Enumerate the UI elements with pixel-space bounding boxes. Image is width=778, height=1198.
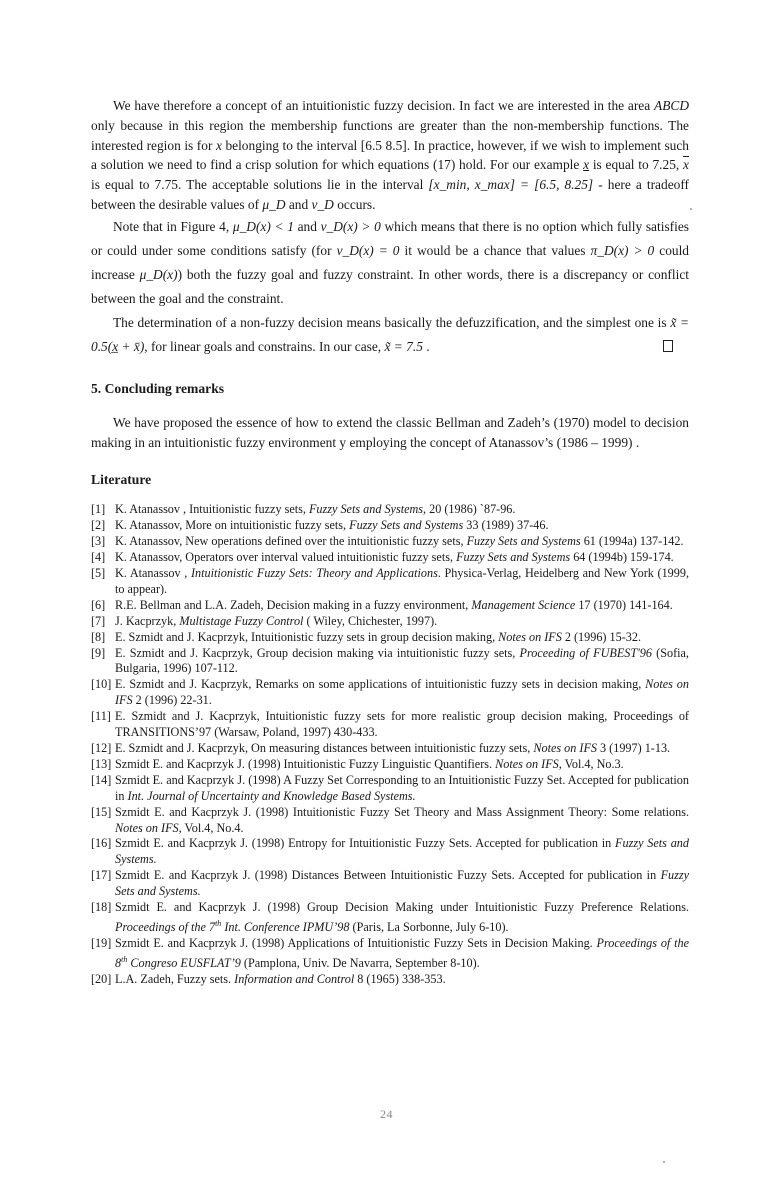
reference-source: Fuzzy Sets and Systems: [308, 502, 424, 517]
reference-number: [7]: [91, 613, 106, 628]
reference-item: [91, 972, 689, 988]
reference-number: [11]: [91, 709, 111, 724]
reference-item: [91, 598, 689, 614]
reference-source: Intuitionistic Fuzzy Sets: Theory and Applications: [190, 566, 438, 580]
reference-details: 33 (1989) 37-46.: [463, 518, 549, 533]
reference-details: . Physica-Verlag, Heidelberg and New York (1999, to appear).: [115, 566, 689, 596]
reference-number: [13]: [91, 756, 112, 771]
reference-item: [91, 805, 689, 837]
reference-details: 8 (1965) 338-353.: [354, 971, 446, 986]
qed-square-icon: [663, 340, 673, 352]
reference-details: 3 (1997) 1-13.: [596, 740, 671, 755]
reference-text: K. Atanassov, Operators over interval valued intuitionistic fuzzy sets,: [115, 550, 457, 565]
reference-number: [10]: [91, 677, 112, 692]
scan-speck: [663, 1161, 665, 1163]
section-heading-concluding-remarks: 5. Concluding remarks: [91, 380, 225, 396]
reference-source: Int. Journal of Uncertainty and Knowledge Based Systems.: [127, 788, 416, 803]
paragraph-decision-concept: We have therefore a concept of an intuitionistic fuzzy decision. In fact we are interested in the area ABCD only because in this region the membership functions are greater than the non-membership functions. The interested region is for x belonging to the interval [6.5 8.5]. In practice, however, if we wish to implement such a solution we need to find a crisp solution for which equations (17) hold. For our example x is equal to 7.25, $\overline{x}$ is equal to 7.75. The acceptable solutions lie in the interval [x_min, x_max] = [6.5, 8.25] - here a tradeoff between the desirable values of μ_D and ν_D occurs.: [91, 98, 690, 212]
scan-speck: [690, 208, 692, 210]
reference-details: (Pamplona, Univ. De Navarra, September 8-10).: [240, 955, 480, 970]
reference-text: L.A. Zadeh, Fuzzy sets.: [115, 971, 235, 986]
reference-item: [91, 936, 689, 972]
reference-text: E. Szmidt and J. Kacprzyk, Group decision making via intuitionistic fuzzy sets,: [115, 645, 520, 660]
reference-text: Szmidt E. and Kacprzyk J. (1998) Intuitionistic Fuzzy Set Theory and Mass Assignment Theory: Some relations.: [115, 804, 689, 819]
reference-item: [91, 757, 689, 773]
region-label: ABCD: [654, 98, 689, 113]
reference-details: (Sofia, Bulgaria, 1996) 107-112.: [115, 645, 689, 676]
reference-source: Fuzzy Sets and Systems.: [115, 868, 689, 899]
paragraph-defuzzification: The determination of a non-fuzzy decision means basically the defuzzification, and the simplest one is x̃ = 0.5(x̲ + x̄), for linear goals and constrains. In our case, x̃ = 7.5 .: [91, 314, 690, 354]
reference-details: 17 (1970) 141-164.: [575, 597, 673, 612]
reference-item: [91, 677, 689, 709]
reference-number: [20]: [91, 971, 112, 986]
reference-number: [18]: [91, 900, 112, 915]
reference-text: Szmidt E. and Kacprzyk J. (1998) Entropy for Intuitionistic Fuzzy Sets. Accepted for publication in: [115, 836, 616, 851]
reference-text: Szmidt E. and Kacprzyk J. (1998) Applications of Intuitionistic Fuzzy Sets in Decision Making.: [115, 935, 597, 950]
reference-text: E. Szmidt and J. Kacprzyk, On measuring distances between intuitionistic fuzzy sets,: [115, 740, 534, 755]
reference-item: [91, 534, 689, 550]
reference-source: Fuzzy Sets and Systems: [466, 534, 581, 549]
reference-source: Proceedings of the 7: [115, 920, 216, 934]
page-number: 24: [380, 1107, 393, 1121]
reference-source: Notes on IFS: [495, 756, 559, 771]
reference-number: [6]: [91, 597, 106, 612]
reference-number: [14]: [91, 772, 112, 787]
reference-source: Int. Conference IPMU’98: [221, 920, 350, 934]
reference-source: Notes on IFS: [533, 740, 597, 755]
reference-source: Notes on IFS: [115, 820, 179, 835]
reference-text: Szmidt E. and Kacprzyk J. (1998) Distances Between Intuitionistic Fuzzy Sets. Accepted for publication in: [115, 868, 661, 883]
reference-text: K. Atanassov , Intuitionistic fuzzy sets,: [115, 502, 309, 517]
reference-item: [91, 614, 689, 630]
reference-item: [91, 900, 689, 936]
x-lower-symbol: x: [583, 157, 590, 173]
reference-item: [91, 741, 689, 757]
reference-source: Proceedings of the 8: [115, 935, 690, 970]
reference-number: [2]: [91, 518, 106, 533]
reference-details: , Vol.4, No.4.: [178, 820, 244, 835]
interval-formula: [x_min, x_max] = [6.5, 8.25]: [428, 177, 594, 193]
section-heading-literature: Literature: [91, 472, 152, 488]
reference-number: [15]: [91, 804, 112, 819]
reference-item: [91, 502, 689, 518]
x-upper-symbol: $\overline{x}$: [683, 157, 689, 173]
reference-details: , Vol.4, No.3.: [558, 756, 624, 771]
reference-number: [5]: [91, 566, 106, 580]
reference-source: Notes on IFS: [115, 677, 689, 708]
ordinal-superscript: th: [121, 954, 128, 964]
reference-source: Congreso EUSFLAT’9: [127, 955, 241, 970]
reference-item: [91, 773, 689, 805]
reference-number: [12]: [91, 740, 112, 755]
reference-text: J. Kacprzyk,: [115, 613, 180, 628]
reference-item: [91, 646, 689, 678]
reference-details: 64 (1994b) 159-174.: [570, 550, 674, 565]
reference-text: Szmidt E. and Kacprzyk J. (1998) Group Decision Making under Intuitionistic Fuzzy Preference Relations.: [115, 900, 689, 915]
paragraph-concluding: We have proposed the essence of how to extend the classic Bellman and Zadeh’s (1970) model to decision making in an intuitionistic fuzzy environment y employing the concept of Atanassov’s (1986 – 1999) .: [91, 414, 689, 450]
reference-list: [91, 502, 689, 987]
reference-item: [91, 566, 689, 598]
reference-item: [91, 836, 689, 868]
reference-source: Fuzzy Sets and Systems.: [115, 836, 689, 867]
reference-text: E. Szmidt and J. Kacprzyk, Remarks on some applications of intuitionistic fuzzy sets in decision making,: [115, 677, 646, 692]
reference-number: [16]: [91, 836, 112, 851]
reference-source: Information and Control: [234, 971, 355, 986]
reference-text: K. Atanassov ,: [115, 566, 191, 580]
reference-text: E. Szmidt and J. Kacprzyk, Intuitionistic fuzzy sets in group decision making,: [115, 629, 499, 644]
reference-number: [19]: [91, 935, 112, 950]
reference-text: Szmidt E. and Kacprzyk J. (1998) A Fuzzy Set Corresponding to an Intuitionistic Fuzzy Set. Accepted for publication in: [115, 772, 689, 803]
reference-details: ( Wiley, Chichester, 1997).: [303, 613, 438, 628]
reference-item: [91, 630, 689, 646]
ordinal-superscript: th: [215, 918, 222, 928]
reference-number: [3]: [91, 534, 106, 549]
reference-text: E. Szmidt and J. Kacprzyk, Intuitionistic fuzzy sets for more realistic group decision making, Proceedings of TRANSITIONS’97 (Warsaw, Poland, 1997) 430-433.: [115, 709, 689, 740]
reference-details: , 20 (1986) `87-96.: [423, 502, 516, 517]
reference-source: Proceeding of FUBEST'96: [519, 645, 652, 660]
paragraph-figure-note: Note that in Figure 4, μ_D(x) < 1 and ν_D(x) > 0 which means that there is no option which fully satisfies or could under some conditions satisfy (for ν_D(x) = 0 it would be a chance that values π_D(x) > 0 could increase μ_D(x)) both the fuzzy goal and fuzzy constraint. In other words, there is a discrepancy or conflict between the goal and the constraint.: [91, 218, 689, 306]
reference-source: Management Science: [471, 597, 576, 612]
reference-text: R.E. Bellman and L.A. Zadeh, Decision making in a fuzzy environment,: [115, 597, 472, 612]
reference-item: [91, 868, 689, 900]
reference-number: [8]: [91, 629, 106, 644]
reference-item: [91, 709, 689, 741]
reference-number: [4]: [91, 550, 106, 565]
reference-details: 2 (1996) 15-32.: [561, 629, 642, 644]
reference-text: K. Atanassov, More on intuitionistic fuzzy sets,: [115, 518, 350, 533]
reference-source: Multistage Fuzzy Control: [179, 613, 304, 628]
reference-details: 2 (1996) 22-31.: [132, 693, 212, 708]
reference-number: [17]: [91, 868, 112, 883]
reference-details: 61 (1994a) 137-142.: [580, 534, 684, 549]
reference-source: Fuzzy Sets and Systems: [456, 550, 571, 565]
defuzzified-result: x̃ = 7.5: [384, 338, 423, 354]
reference-item: [91, 518, 689, 534]
reference-source: Notes on IFS: [498, 629, 562, 644]
reference-source: Fuzzy Sets and Systems: [349, 518, 464, 533]
reference-text: K. Atanassov, New operations defined over the intuitionistic fuzzy sets,: [115, 534, 467, 549]
reference-details: (Paris, La Sorbonne, July 6-10).: [349, 920, 509, 934]
reference-number: [1]: [91, 502, 106, 517]
paper-page: [91, 96, 689, 988]
reference-text: Szmidt E. and Kacprzyk J. (1998) Intuitionistic Fuzzy Linguistic Quantifiers.: [115, 756, 496, 771]
reference-number: [9]: [91, 645, 106, 660]
defuzzification-formula: x̃ = 0.5(x̲ + x̄): [91, 314, 690, 354]
reference-item: [91, 550, 689, 566]
